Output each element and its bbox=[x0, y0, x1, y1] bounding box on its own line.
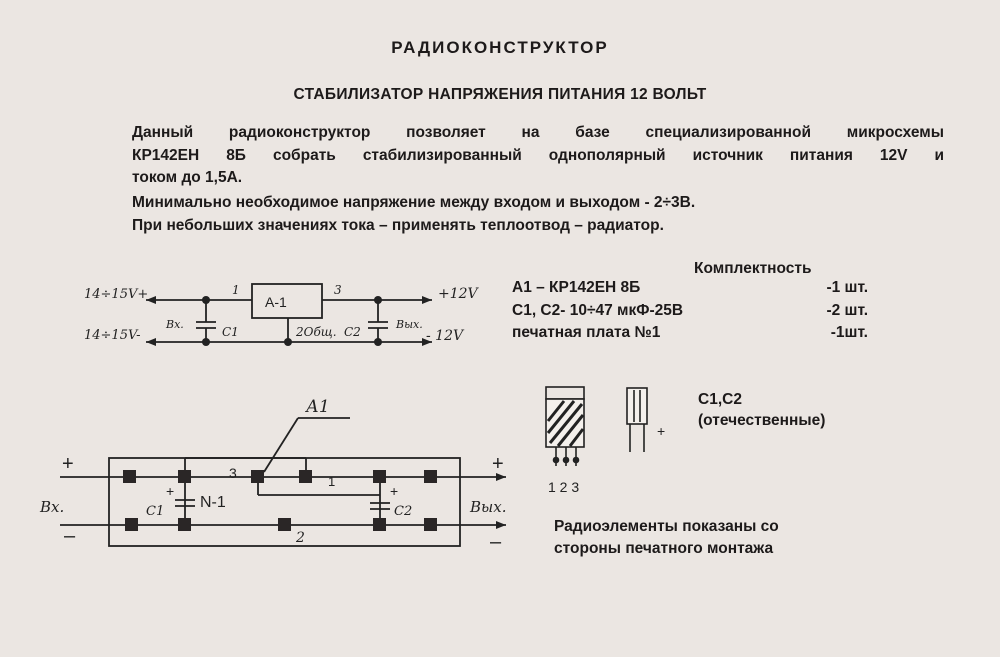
pcb-pad bbox=[373, 518, 386, 531]
kit-title: Комплектность bbox=[694, 260, 812, 277]
pcb-pads bbox=[123, 470, 437, 531]
circuit-schematic bbox=[146, 284, 432, 346]
pcb-pad bbox=[424, 470, 437, 483]
pcb-pad bbox=[299, 470, 312, 483]
pcb-pad bbox=[125, 518, 138, 531]
input-plus-label: 14÷15V+ bbox=[84, 287, 149, 302]
description-line-1: Данный радиоконструктор позволяет на базе специализированной микросхемы bbox=[132, 124, 944, 141]
c2-label: С2 bbox=[344, 325, 361, 339]
pcb-c2-label: С2 bbox=[394, 504, 413, 519]
description-line-2: КР142ЕН 8Б собрать стабилизированный однополярный источник питания 12V и bbox=[132, 146, 944, 164]
document-title: РАДИОКОНСТРУКТОР bbox=[391, 38, 609, 57]
pcb-plus-left: + bbox=[62, 453, 74, 475]
pcb-pad bbox=[178, 470, 191, 483]
heatsink-paragraph: При небольших значениях тока – применять теплоотвод – радиатор. bbox=[132, 217, 664, 234]
pcb-c2-plus: + bbox=[390, 483, 399, 499]
voltage-drop-paragraph: Минимально необходимое напряжение между входом и выходом - 2÷3В. bbox=[132, 194, 696, 211]
output-side-label: Вых. bbox=[396, 318, 423, 331]
kit-item-name: С1, С2- 10÷47 мкФ-25В bbox=[512, 302, 684, 319]
pcb-pad bbox=[123, 470, 136, 483]
document-subtitle: СТАБИЛИЗАТОР НАПРЯЖЕНИЯ ПИТАНИЯ 12 ВОЛЬТ bbox=[293, 86, 707, 103]
pcb-pin-3-label: 3 bbox=[229, 465, 237, 481]
description-line-3: током до 1,5А. bbox=[132, 169, 243, 186]
capacitor-caption-note: (отечественные) bbox=[698, 412, 826, 429]
mounting-note-line-1: Радиоэлементы показаны со bbox=[554, 518, 779, 535]
pcb-minus-left: – bbox=[64, 525, 76, 547]
output-plus-label: +12V bbox=[438, 286, 478, 302]
pcb-board-number: N-1 bbox=[200, 494, 226, 511]
common-label: 2Общ. bbox=[296, 325, 337, 339]
regulator-chip-symbol bbox=[252, 284, 322, 318]
pcb-a1-label: А1 bbox=[306, 397, 330, 417]
regulator-package-drawing bbox=[546, 387, 584, 466]
pcb-pad bbox=[424, 518, 437, 531]
pcb-pad bbox=[251, 470, 264, 483]
pcb-output-label: Вых. bbox=[470, 498, 507, 516]
pin-3-label: 3 bbox=[334, 283, 342, 297]
pcb-pin-1-label: 1 bbox=[328, 474, 336, 489]
package-pin-numbers: 1 2 3 bbox=[548, 479, 580, 495]
mounting-note-line-2: стороны печатного монтажа bbox=[554, 540, 774, 557]
kit-item-name: печатная плата №1 bbox=[512, 324, 661, 341]
capacitor-caption-title: С1,С2 bbox=[698, 391, 742, 408]
pcb-pad bbox=[373, 470, 386, 483]
kit-item-qty: -1шт. bbox=[830, 324, 868, 341]
pcb-pad bbox=[178, 518, 191, 531]
pcb-pin-2-label: 2 bbox=[296, 530, 305, 546]
kit-item-qty: -2 шт. bbox=[826, 302, 868, 319]
kit-item-qty: -1 шт. bbox=[826, 279, 868, 296]
pcb-minus-right: – bbox=[490, 531, 502, 553]
input-minus-label: 14÷15V- bbox=[84, 328, 141, 343]
capacitor-plus-sign: + bbox=[657, 423, 666, 439]
pcb-pad bbox=[278, 518, 291, 531]
pcb-outline bbox=[109, 458, 460, 546]
capacitor-drawing bbox=[627, 388, 647, 452]
pcb-input-label: Вх. bbox=[40, 498, 65, 516]
output-minus-label: - 12V bbox=[426, 328, 464, 344]
kit-item-name: А1 – КР142ЕН 8Б bbox=[512, 279, 641, 296]
c1-label: С1 bbox=[222, 325, 239, 339]
pcb-plus-right: + bbox=[492, 453, 504, 475]
pcb-c1-plus: + bbox=[166, 483, 175, 499]
chip-label: А-1 bbox=[265, 294, 287, 310]
pcb-c1-label: С1 bbox=[146, 504, 165, 519]
pin-1-label: 1 bbox=[232, 283, 240, 297]
input-side-label: Вх. bbox=[166, 318, 184, 331]
